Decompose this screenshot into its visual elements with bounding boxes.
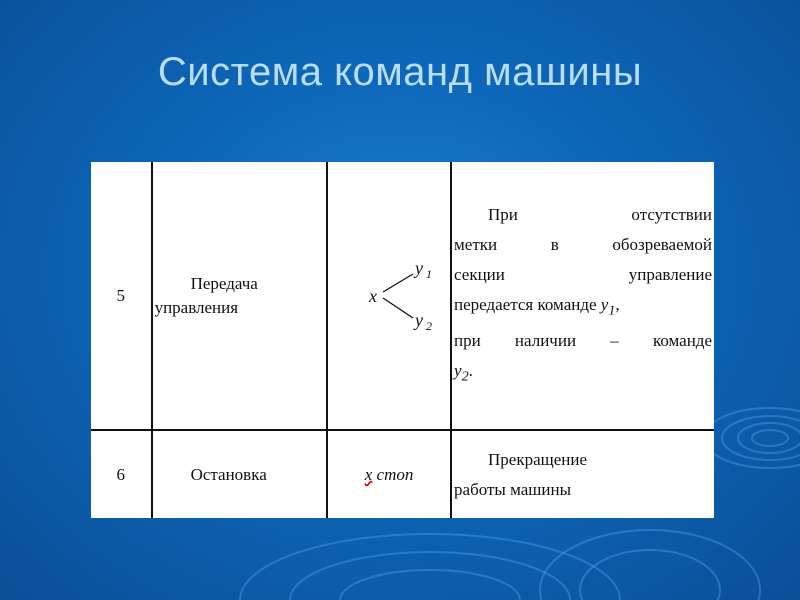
description-y2-punct: . [468, 360, 473, 380]
description-y2-subscript: 2 [461, 367, 469, 384]
description-line: при наличии – команде [454, 330, 712, 350]
diagram-branch-down [383, 298, 413, 318]
diagram-y1-label: y [415, 258, 424, 278]
row-number-cell [91, 162, 152, 430]
description-y1-punct: , [615, 295, 620, 315]
command-name: Остановка [190, 464, 267, 484]
description-line-with-y2 [454, 356, 712, 391]
table-row [91, 162, 714, 430]
command-notation-cell [327, 162, 451, 430]
diagram-branch-up [383, 274, 413, 292]
command-name-cell [152, 430, 328, 518]
description-y1-subscript: 1 [608, 302, 616, 319]
row-number: 5 [116, 285, 126, 305]
row-number: 6 [116, 464, 126, 484]
command-name-line1: Передача [190, 273, 258, 293]
diagram-x-label: x [369, 286, 378, 306]
command-table-container [91, 162, 714, 518]
stop-command [365, 465, 414, 484]
table-row [91, 430, 714, 518]
description-line: Прекращение [488, 449, 588, 469]
diagram-y2-label: y [415, 310, 424, 330]
diagram-y2-subscript: 2 [426, 319, 433, 333]
command-description [452, 445, 714, 505]
row-number-cell [91, 430, 152, 518]
description-y2: y [454, 360, 462, 380]
command-description-cell [451, 430, 714, 518]
description-line: работы машины [454, 479, 571, 499]
command-name-cell [152, 162, 328, 430]
command-table [91, 162, 714, 518]
command-notation-cell [327, 430, 451, 518]
stop-command-x: x [364, 464, 373, 484]
description-line: метки в обозреваемой [454, 235, 712, 255]
description-y1: y [600, 295, 609, 315]
slide-title: Система команд машины [157, 50, 643, 94]
description-line: секции управление [454, 265, 712, 285]
description-line: передается команде [454, 295, 597, 315]
branch-diagram [329, 238, 449, 348]
stop-command-word: стоп [376, 464, 414, 484]
command-description-cell [451, 162, 714, 430]
command-name-line2: управления [154, 297, 239, 317]
command-description [452, 200, 714, 391]
description-line-with-y1 [454, 290, 712, 325]
description-line: При отсутствии [488, 205, 712, 225]
diagram-y1-subscript: 1 [426, 267, 433, 281]
